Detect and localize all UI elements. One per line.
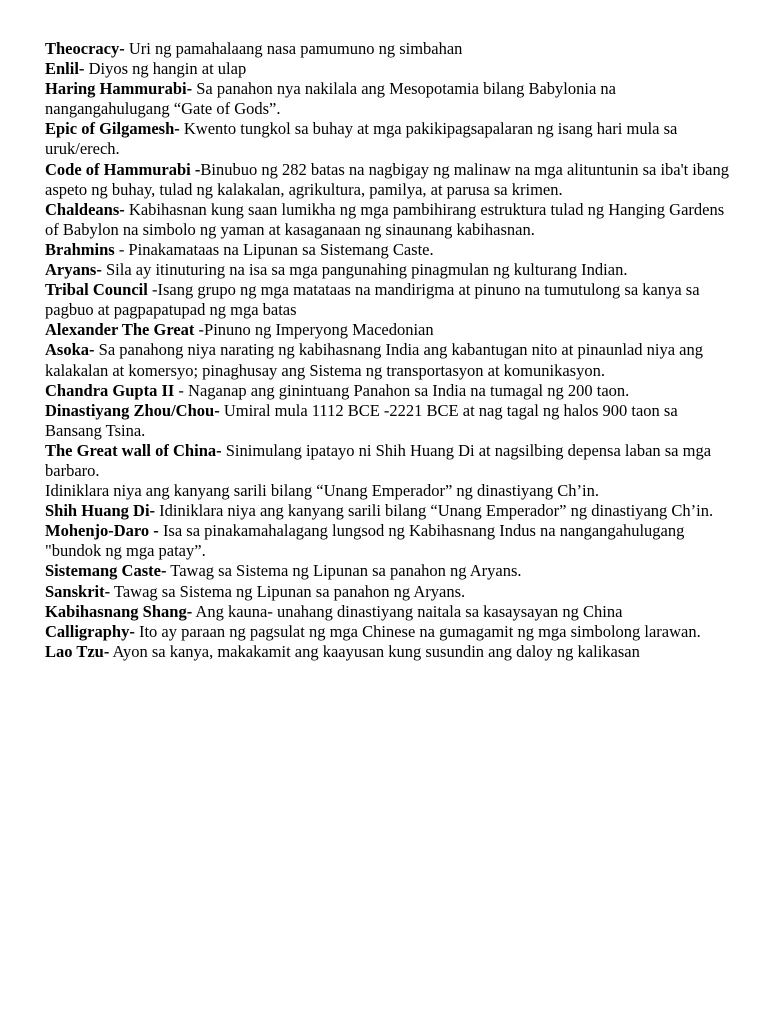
glossary-entry-calligraphy — [45, 622, 735, 642]
entry-term: Theocracy- — [45, 39, 125, 58]
glossary-entry-enlil — [45, 59, 735, 79]
entry-definition: Ang kauna- unahang dinastiyang naitala sa kasaysayan ng China — [192, 601, 623, 621]
entry-definition: Sinimulang ipatayo ni Shih Huang Di at nagsilbing depensa laban sa mga barbaro. — [45, 440, 712, 480]
entry-definition: Uri ng pamahalaang nasa pamumuno ng simbahan — [124, 39, 463, 58]
glossary-entry-sanskrit — [45, 582, 735, 602]
glossary-entry-continuation-line — [45, 481, 735, 501]
glossary-entry-alexander-the-great — [45, 320, 735, 340]
entry-term: Epic of Gilgamesh- — [45, 119, 180, 139]
entry-definition: - Naganap ang ginintuang Panahon sa India na tumagal ng 200 taon. — [174, 380, 630, 400]
entry-definition: Umiral mula 1112 BCE -2221 BCE at nag tagal ng halos 900 taon sa Bansang Tsina. — [45, 400, 678, 440]
entry-definition: Sa panahong niya narating ng kabihasnang India ang kabantugan nito at pinaunlad niya ang kalakalan at komersyo; pinaghusay ang Sistema ng transportasyon at komunikasyon. — [45, 340, 704, 380]
entry-definition: -Isang grupo ng mga matataas na mandirigma at pinuno na tumutulong sa kanya sa pagbuo at pagpapatupad ng mga batas — [45, 280, 700, 320]
entry-term: The Great wall of China- — [45, 440, 222, 460]
glossary-entry-shih-huang-di — [45, 501, 735, 521]
glossary-entry-aryans — [45, 260, 735, 280]
glossary-entry-code-of-hammurabi — [45, 160, 735, 200]
entry-term: Aryans- — [45, 260, 102, 280]
entry-definition: Idiniklara niya ang kanyang sarili bilang “Unang Emperador” ng dinastiyang Ch’in. — [155, 501, 714, 521]
entry-definition: -Pinuno ng Imperyong Macedonian — [194, 320, 434, 340]
entry-term: Code of Hammurabi - — [45, 159, 201, 179]
entry-definition: Diyos ng hangin at ulap — [84, 59, 247, 79]
entry-definition: Kwento tungkol sa buhay at mga pakikipagsapalaran ng isang hari mula sa uruk/erech. — [45, 119, 678, 159]
entry-term: Lao Tzu- — [45, 641, 110, 661]
glossary-entry-sistemang-caste — [45, 561, 735, 581]
entry-definition: Tawag sa Sistema ng Lipunan sa panahon ng Aryans. — [166, 561, 522, 581]
entry-term: Asoka- — [45, 340, 95, 360]
glossary-entry-great-wall-of-china — [45, 441, 735, 481]
glossary-entry-asoka — [45, 340, 735, 380]
entry-term: Haring Hammurabi- — [45, 79, 193, 99]
entry-definition: Binubuo ng 282 batas na nagbigay ng malinaw na mga alituntunin sa iba't ibang aspeto ng buhay, tulad ng kalakalan, agrikultura, pamilya, at parusa sa krimen. — [45, 159, 729, 199]
entry-definition: Isa sa pinakamahalagang lungsod ng Kabihasnang Indus na nangangahulugang "bundok ng mga patay”. — [45, 521, 685, 561]
glossary-entry-mohenjo-daro — [45, 521, 735, 561]
entry-definition: Sa panahon nya nakilala ang Mesopotamia bilang Babylonia na nangangahulugang “Gate of Gods”. — [45, 79, 616, 119]
entry-term: Chaldeans- — [45, 199, 125, 219]
entry-definition: Kabihasnan kung saan lumikha ng mga pambihirang estruktura tulad ng Hanging Gardens of Babylon na simbolo ng yaman at kasaganaan ng sinaunang kabihasnan. — [45, 199, 725, 239]
glossary-entry-tribal-council — [45, 280, 735, 320]
entry-term: Brahmins — [45, 239, 115, 259]
entry-definition: - Pinakamataas na Lipunan sa Sistemang Caste. — [114, 239, 434, 259]
glossary-entry-kabihasnang-shang — [45, 602, 735, 622]
entry-term: Shih Huang Di- — [45, 501, 156, 521]
entry-definition: Ayon sa kanya, makakamit ang kaayusan kung susundin ang daloy ng kalikasan — [109, 641, 640, 661]
entry-term: Tribal Council — [45, 280, 148, 300]
entry-term: Alexander The Great — [45, 320, 195, 340]
entry-definition: Idiniklara niya ang kanyang sarili bilang “Unang Emperador” ng dinastiyang Ch’in. — [45, 481, 599, 501]
glossary-entry-dinastiyang-zhou — [45, 401, 735, 441]
glossary-entry-lao-tzu — [45, 642, 735, 662]
entry-definition: Tawag sa Sistema ng Lipunan sa panahon ng Aryans. — [110, 581, 466, 601]
entry-term: Chandra Gupta II — [45, 380, 175, 400]
glossary-entry-theocracy — [45, 39, 735, 59]
glossary-document — [45, 39, 735, 662]
glossary-entry-chandra-gupta-ii — [45, 381, 735, 401]
glossary-entry-haring-hammurabi — [45, 79, 735, 119]
entry-term: Mohenjo-Daro - — [45, 521, 159, 541]
glossary-entry-brahmins — [45, 240, 735, 260]
glossary-entry-epic-of-gilgamesh — [45, 119, 735, 159]
entry-term: Enlil- — [45, 59, 85, 79]
entry-term: Calligraphy- — [45, 621, 135, 641]
entry-definition: Ito ay paraan ng pagsulat ng mga Chinese na gumagamit ng mga simbolong larawan. — [134, 621, 701, 641]
entry-term: Sanskrit- — [45, 581, 111, 601]
entry-term: Dinastiyang Zhou/Chou- — [45, 400, 220, 420]
entry-term: Sistemang Caste- — [45, 561, 167, 581]
entry-definition: Sila ay itinuturing na isa sa mga pangunahing pinagmulan ng kulturang Indian. — [101, 260, 628, 280]
glossary-entry-chaldeans — [45, 200, 735, 240]
entry-term: Kabihasnang Shang- — [45, 601, 193, 621]
